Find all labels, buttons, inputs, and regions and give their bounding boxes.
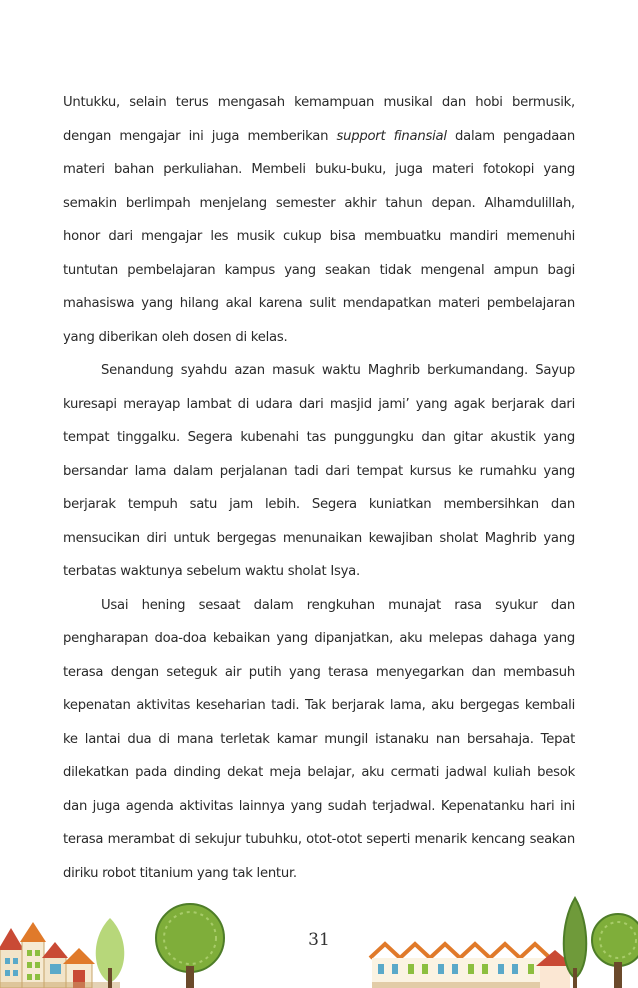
left-trees-illustration <box>96 904 224 988</box>
paragraph-1: Untukku, selain terus mengasah kemampuan musikal dan hobi bermusik, dengan mengajar ini juga memberikan support finansial dalam pengadaan materi bahan perkuliahan. Membeli buku-buku, juga materi fotokopi yang semakin berlimpah menjelang semester akhir tahun depan. Alhamdulillah, honor dari mengajar les musik cukup bisa membuatku mandiri memenuhi tuntutan pembelajaran kampus yang seakan tidak mengenal ampun bagi mahasiswa yang hilang akal karena sulit mendapatkan materi pembelajaran yang diberikan oleh dosen di kelas. <box>63 95 575 345</box>
right-trees-illustration <box>564 898 638 988</box>
paragraph-3: Usai hening sesaat dalam rengkuhan munajat rasa syukur dan pengharapan doa-doa kebaikan yang dipanjatkan, aku melepas dahaga yang terasa dengan seteguk air putih yang terasa menyegarkan dan membasuh kepenatan aktivitas keseharian tadi. Tak berjarak lama, aku bergegas kembali ke lantai dua di mana terletak kamar mungil istanaku nan bersahaja. Tepat dilekatkan pada dinding dekat meja belajar, aku cermati jadwal kuliah besok dan juga agenda aktivitas lainnya yang sudah terjadwal. Kepenatanku hari ini terasa merambat di sekujur tubuhku, otot-otot seperti menarik kencang seakan diriku robot titanium yang tak lentur. <box>63 597 575 881</box>
right-houses-illustration <box>370 944 574 988</box>
paragraph-2: Senandung syahdu azan masuk waktu Maghrib berkumandang. Sayup kuresapi merayap lambat di udara dari masjid jami’ yang agak berjarak dari tempat tinggalku. Segera kubenahi tas punggungku dan gitar akustik yang bersandar lama dalam perjalanan tadi dari tempat kursus ke rumahku yang berjarak tempuh satu jam lebih. Segera kuniatkan membersihkan dan mensucikan diri untuk bergegas menunaikan kewajiban sholat Maghrib yang terbatas waktunya sebelum waktu sholat Isya. <box>63 363 575 579</box>
footer-village-illustration <box>0 878 638 988</box>
page-number: 31 <box>308 930 330 950</box>
body-text <box>63 86 575 890</box>
italic-phrase: support finansial <box>336 128 447 144</box>
